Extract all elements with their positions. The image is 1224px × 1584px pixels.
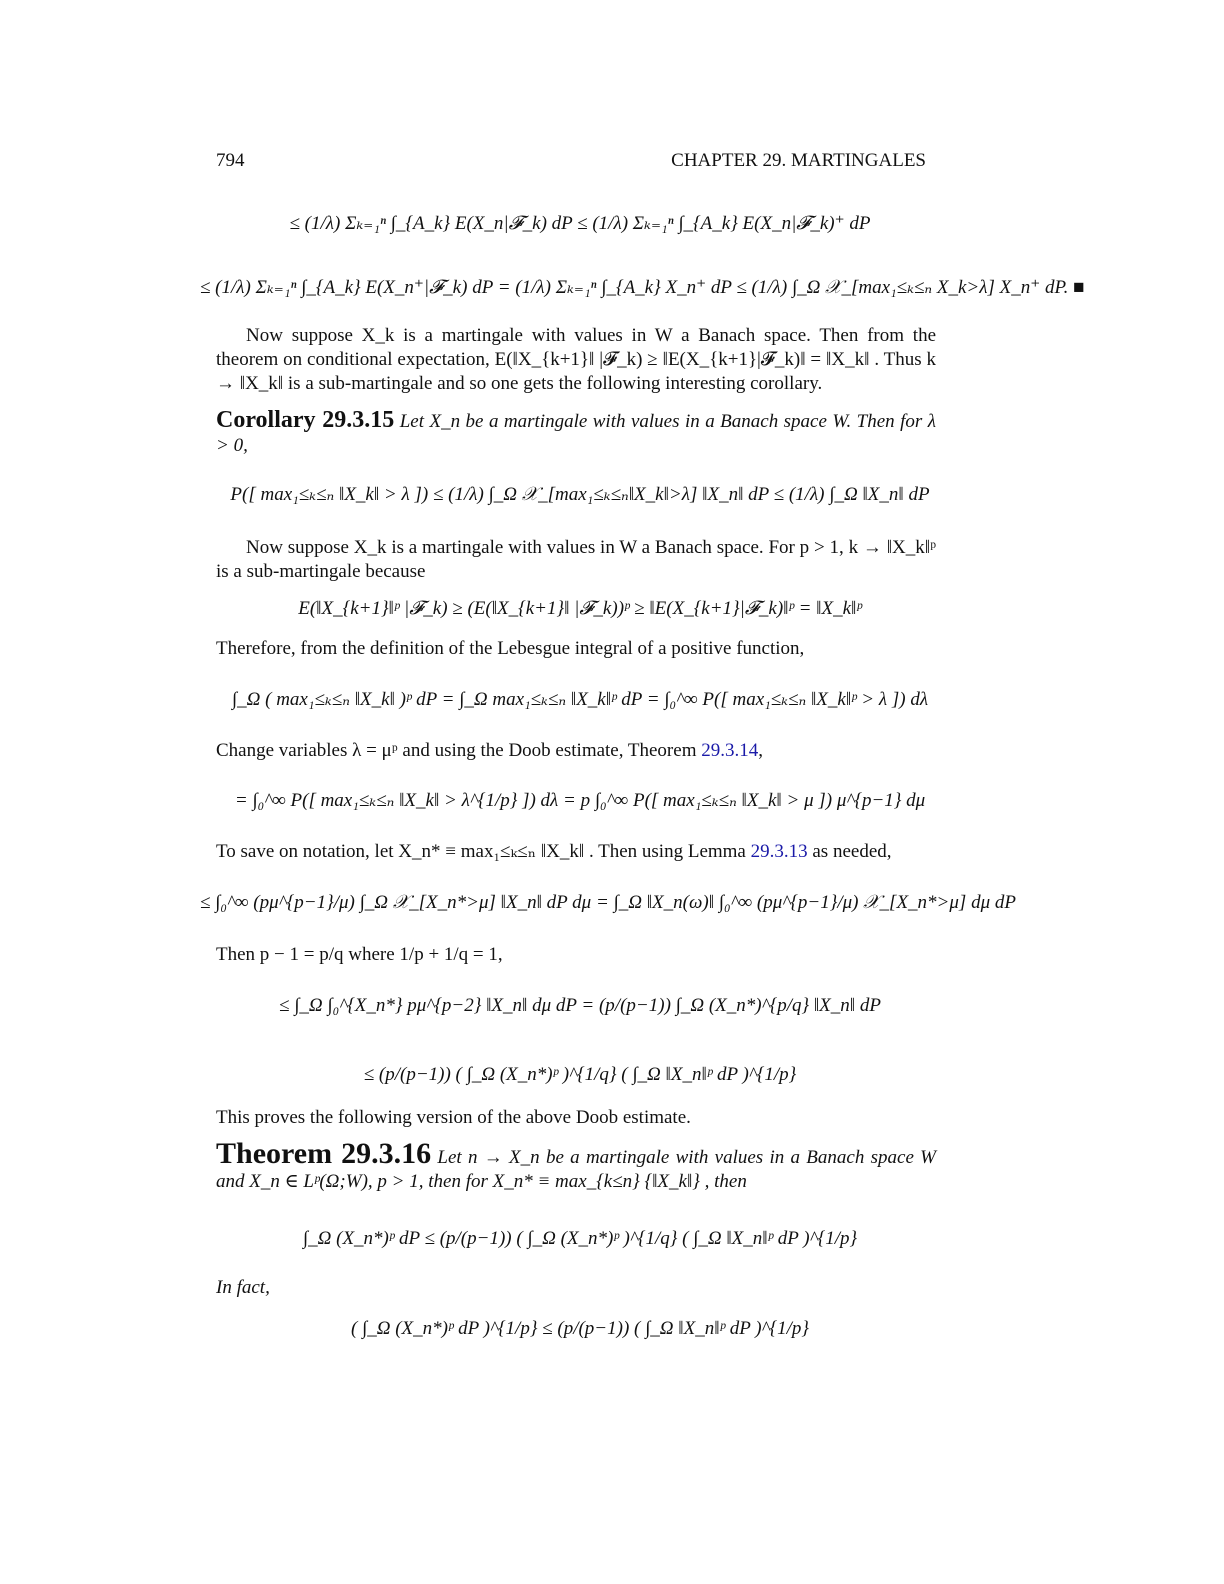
paragraph-proves: This proves the following version of the above Doob estimate. xyxy=(216,1107,691,1128)
corollary-block xyxy=(216,408,936,458)
equation-2: ≤ (1/λ) Σₖ₌₁ⁿ ∫_{A_k} E(X_n⁺|𝓕_k) dP = (1/λ) Σₖ₌₁ⁿ ∫_{A_k} X_n⁺ dP ≤ (1/λ) ∫_Ω 𝒳_[max₁≤ₖ≤ₙ X_k>λ] X_n⁺ dP. ■ xyxy=(200,277,1085,298)
paragraph-lebesgue: Therefore, from the definition of the Lebesgue integral of a positive function, xyxy=(216,638,805,659)
notation-text: To save on notation, let X_n* ≡ max₁≤ₖ≤ₙ ‖X_k‖ . Then using Lemma xyxy=(216,841,751,862)
in-fact-label: In fact, xyxy=(216,1277,270,1298)
paragraph-conjugate-exponents: Then p − 1 = p/q where 1/p + 1/q = 1, xyxy=(216,944,503,965)
theorem-statement: Let n → X_n be a martingale with values in a Banach space W and X_n ∈ Lᵖ(Ω;W), p > 1, then for X_n* ≡ max_{k≤n} {‖X_k‖} , then xyxy=(216,1147,936,1192)
equation-8: ≤ ∫_Ω ∫₀^{X_n*} pμ^{p−2} ‖X_n‖ dμ dP = (p/(p−1)) ∫_Ω (X_n*)^{p/q} ‖X_n‖ dP xyxy=(279,995,881,1016)
equation-6: = ∫₀^∞ P([ max₁≤ₖ≤ₙ ‖X_k‖ > λ^{1/p} ]) dλ = p ∫₀^∞ P([ max₁≤ₖ≤ₙ ‖X_k‖ > μ ]) μ^{p−1} dμ xyxy=(234,790,926,811)
lemma-link[interactable]: 29.3.13 xyxy=(750,841,808,862)
change-variables-text: Change variables λ = μᵖ and using the Doob estimate, Theorem xyxy=(216,740,702,761)
equation-1: ≤ (1/λ) Σₖ₌₁ⁿ ∫_{A_k} E(X_n|𝓕_k) dP ≤ (1/λ) Σₖ₌₁ⁿ ∫_{A_k} E(X_n|𝓕_k)⁺ dP xyxy=(289,213,871,234)
notation-tail: as needed, xyxy=(807,841,892,862)
equation-11: ( ∫_Ω (X_n*)ᵖ dP )^{1/p} ≤ (p/(p−1)) ( ∫_Ω ‖X_n‖ᵖ dP )^{1/p} xyxy=(350,1318,810,1339)
theorem-link[interactable]: 29.3.14 xyxy=(701,740,759,761)
equation-9: ≤ (p/(p−1)) ( ∫_Ω (X_n*)ᵖ )^{1/q} ( ∫_Ω ‖X_n‖ᵖ dP )^{1/p} xyxy=(363,1064,797,1085)
paragraph-change-variables xyxy=(216,739,936,763)
equation-10: ∫_Ω (X_n*)ᵖ dP ≤ (p/(p−1)) ( ∫_Ω (X_n*)ᵖ )^{1/q} ( ∫_Ω ‖X_n‖ᵖ dP )^{1/p} xyxy=(302,1228,858,1249)
equation-7: ≤ ∫₀^∞ (pμ^{p−1}/μ) ∫_Ω 𝒳_[X_n*>μ] ‖X_n‖ dP dμ = ∫_Ω ‖X_n(ω)‖ ∫₀^∞ (pμ^{p−1}/μ) 𝒳_[X_n*>μ] dμ dP xyxy=(200,892,1016,913)
running-header: CHAPTER 29. MARTINGALES xyxy=(671,150,926,171)
theorem-block xyxy=(216,1137,936,1194)
paragraph-notation xyxy=(216,840,936,864)
theorem-heading: Theorem 29.3.16 xyxy=(216,1137,432,1170)
paragraph-banach-submartingale: Now suppose X_k is a martingale with values in W a Banach space. Then from the theorem on conditional expectation, E(‖X_{k+1}‖ |𝓕_k) ≥ ‖E(X_{k+1}|𝓕_k)‖ = ‖X_k‖ . Thus k → ‖X_k‖ is a sub-martingale and so one gets the following interesting corollary. xyxy=(216,325,936,394)
equation-5: ∫_Ω ( max₁≤ₖ≤ₙ ‖X_k‖ )ᵖ dP = ∫_Ω max₁≤ₖ≤ₙ ‖X_k‖ᵖ dP = ∫₀^∞ P([ max₁≤ₖ≤ₙ ‖X_k‖ᵖ > λ ]) dλ xyxy=(231,689,929,710)
change-variables-comma: , xyxy=(758,740,763,761)
equation-4: E(‖X_{k+1}‖ᵖ |𝓕_k) ≥ (E(‖X_{k+1}‖ |𝓕_k))ᵖ ≥ ‖E(X_{k+1}|𝓕_k)‖ᵖ = ‖X_k‖ᵖ xyxy=(298,598,862,619)
equation-3: P([ max₁≤ₖ≤ₙ ‖X_k‖ > λ ]) ≤ (1/λ) ∫_Ω 𝒳_[max₁≤ₖ≤ₙ‖X_k‖>λ] ‖X_n‖ dP ≤ (1/λ) ∫_Ω ‖X_n‖ dP xyxy=(230,484,930,505)
page-number: 794 xyxy=(216,150,245,171)
corollary-statement: Let X_n be a martingale with values in a Banach space W. Then for λ > 0, xyxy=(216,411,936,456)
corollary-heading: Corollary 29.3.15 xyxy=(216,407,395,433)
paragraph-p-power: Now suppose X_k is a martingale with values in W a Banach space. For p > 1, k → ‖X_k‖ᵖ is a sub-martingale because xyxy=(216,537,936,582)
